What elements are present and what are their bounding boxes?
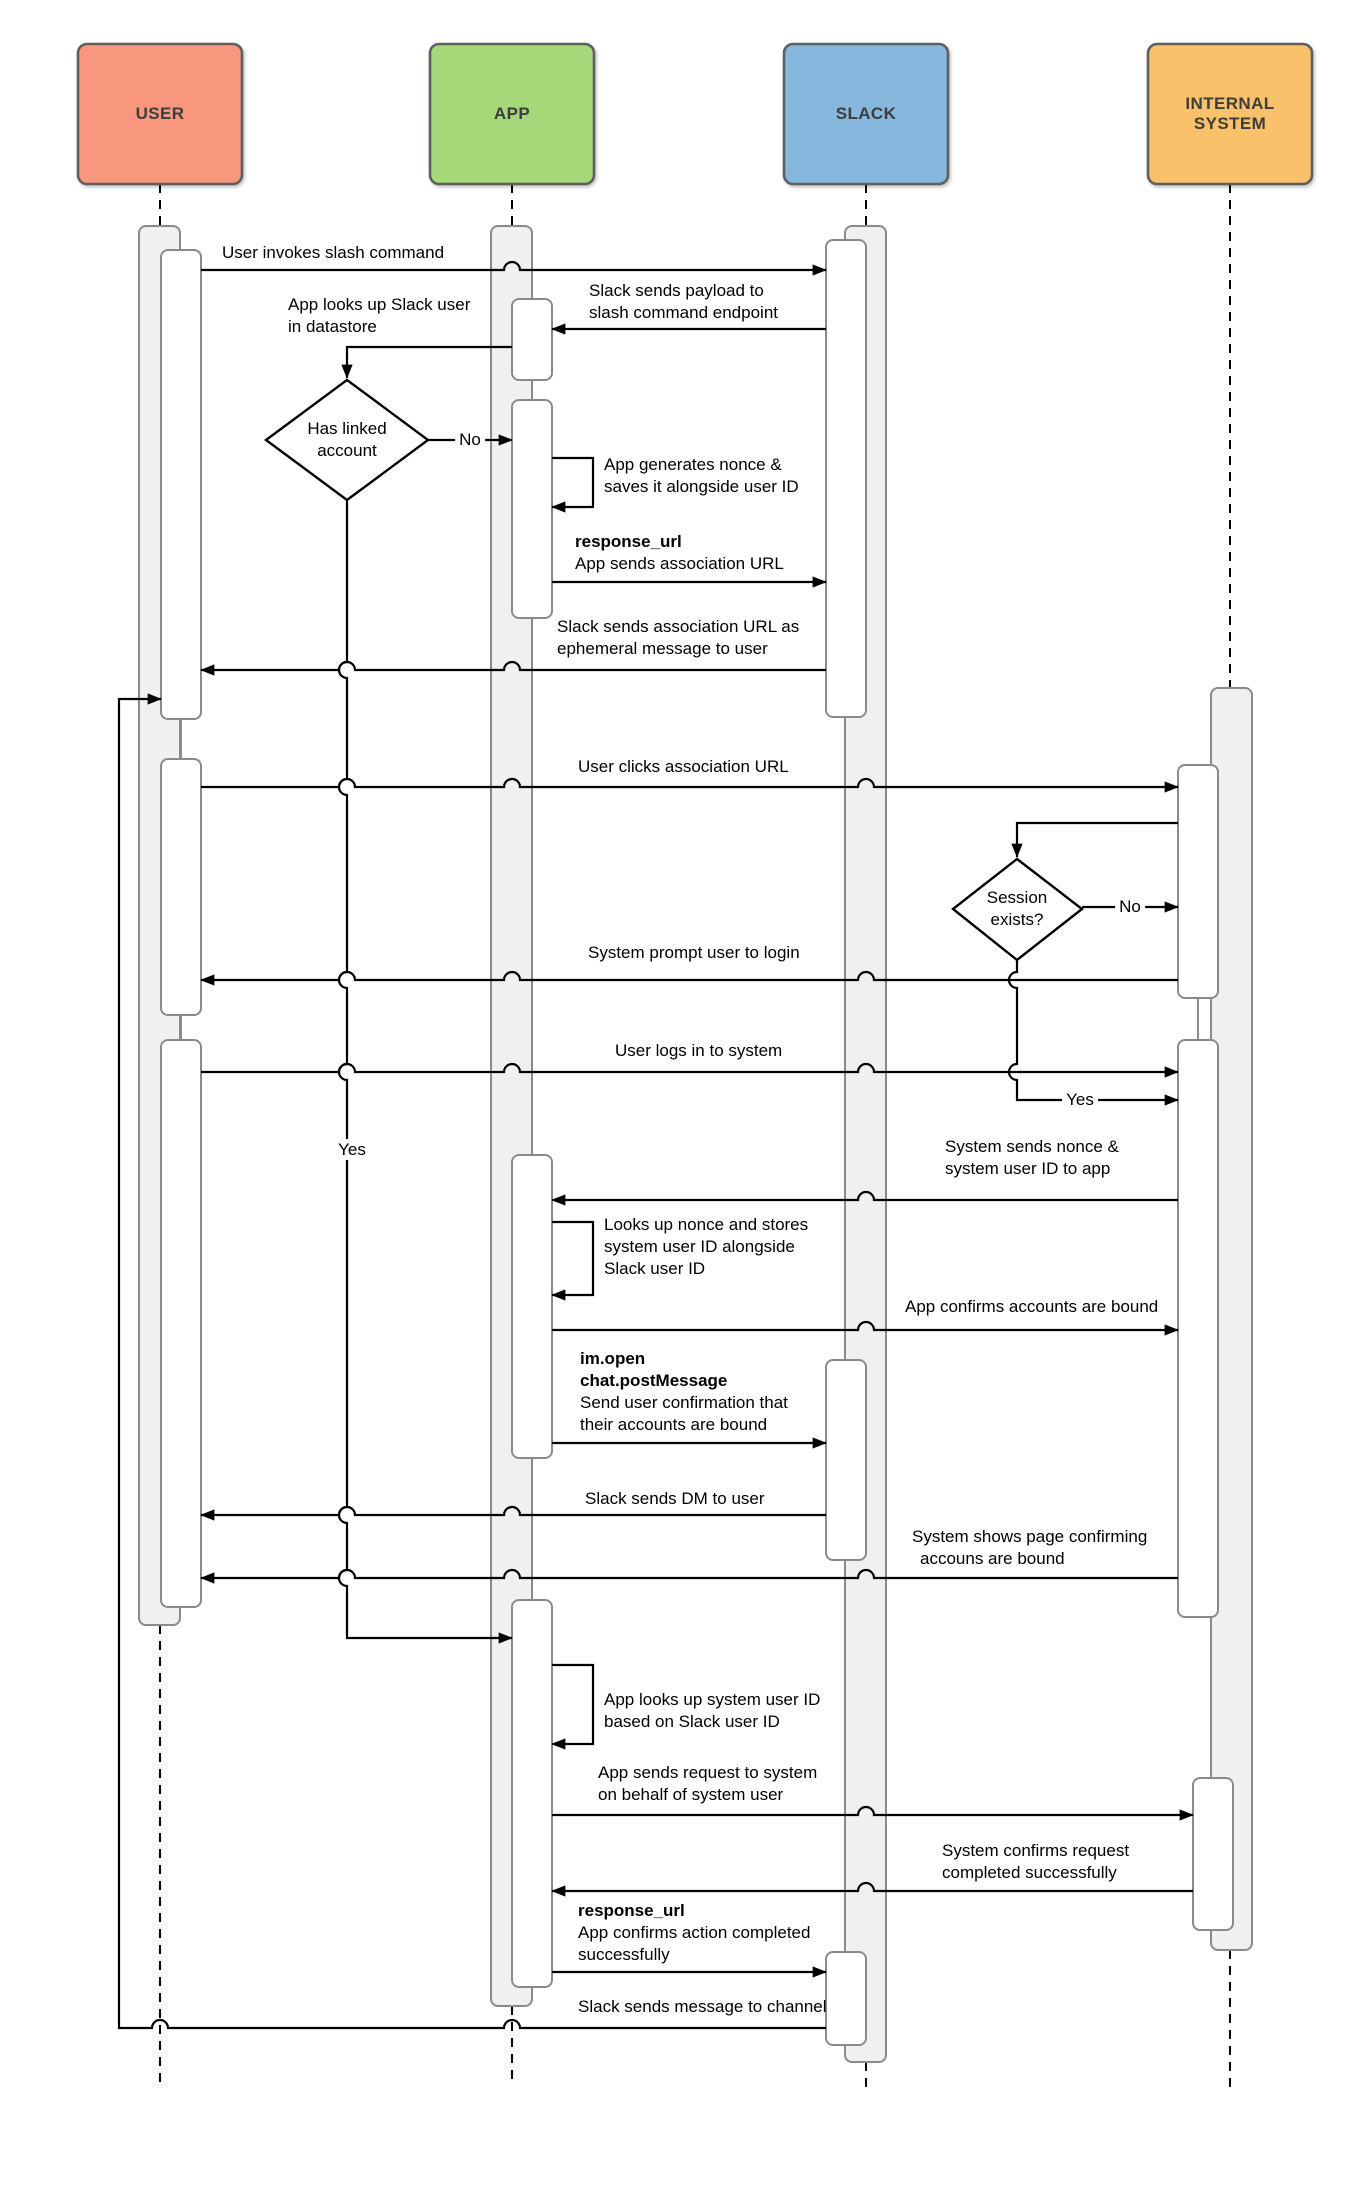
message-label-app-looks-up-sys bbox=[604, 1689, 820, 1733]
message-line: saves it alongside user ID bbox=[604, 477, 799, 496]
message-line: Looks up nonce and stores bbox=[604, 1215, 809, 1234]
message-line: response_url bbox=[575, 532, 682, 551]
message-line: ephemeral message to user bbox=[557, 639, 768, 658]
message-line: successfully bbox=[578, 1945, 670, 1964]
message-label-system-prompt bbox=[588, 942, 800, 964]
decision-line: Has linked bbox=[307, 419, 387, 438]
message-label-slack-dm bbox=[585, 1488, 765, 1510]
decision-line: Session bbox=[986, 888, 1048, 907]
decision-label-has-linked-account bbox=[307, 418, 386, 462]
actor-label-internal bbox=[1148, 44, 1312, 184]
user-activation-3 bbox=[161, 1040, 201, 1607]
decision-line: account bbox=[317, 441, 377, 460]
decision-label-session-exists bbox=[987, 887, 1047, 931]
actor-label-text: INTERNAL SYSTEM bbox=[1185, 94, 1275, 133]
message-line: Slack sends DM to user bbox=[585, 1489, 765, 1508]
message-line: App confirms action completed bbox=[578, 1923, 811, 1942]
message-line: System shows page confirming bbox=[912, 1527, 1148, 1546]
message-label-app-lookup bbox=[288, 294, 470, 338]
app-activation-4 bbox=[512, 1600, 552, 1987]
message-label-user-logs-in bbox=[615, 1040, 782, 1062]
actor-label-text: USER bbox=[135, 104, 185, 123]
message-label-system-sends-nonce bbox=[945, 1136, 1119, 1180]
message-line: based on Slack user ID bbox=[604, 1712, 780, 1731]
self-loop-lookup-nonce bbox=[552, 1222, 593, 1295]
message-line: App generates nonce & bbox=[604, 455, 782, 474]
message-line: Slack user ID bbox=[604, 1259, 706, 1278]
message-line: Slack sends payload to bbox=[589, 281, 764, 300]
user-activation-1 bbox=[161, 250, 201, 719]
app-activation-3 bbox=[512, 1155, 552, 1458]
message-line: response_url bbox=[578, 1901, 685, 1920]
message-label-slash-command bbox=[222, 242, 444, 264]
message-line: system user ID to app bbox=[945, 1159, 1111, 1178]
message-line: App confirms accounts are bound bbox=[905, 1297, 1159, 1316]
message-line: User clicks association URL bbox=[578, 757, 789, 776]
message-line: System sends nonce & bbox=[945, 1137, 1119, 1156]
arrow-system-prompt bbox=[201, 972, 1178, 980]
arrow-to-decision-1 bbox=[347, 347, 512, 378]
actor-label-user bbox=[78, 44, 242, 184]
message-label-slack-channel bbox=[578, 1996, 827, 2018]
message-label-response-url-2 bbox=[578, 1900, 810, 1966]
arrow-user-logs-in bbox=[201, 1064, 1178, 1072]
message-line: on behalf of system user bbox=[598, 1785, 784, 1804]
message-label-payload bbox=[589, 280, 778, 324]
branch-label-no-2: No bbox=[1115, 896, 1145, 917]
message-line: App sends association URL bbox=[575, 554, 784, 573]
actor-label-text: SLACK bbox=[835, 104, 897, 123]
app-activation-1 bbox=[512, 299, 552, 380]
message-label-ephemeral bbox=[557, 616, 799, 660]
branch-label-yes-1: Yes bbox=[334, 1139, 370, 1160]
message-line: system user ID alongside bbox=[604, 1237, 795, 1256]
message-line: slash command endpoint bbox=[589, 303, 779, 322]
message-line: System confirms request bbox=[942, 1841, 1130, 1860]
branch-label-yes-2: Yes bbox=[1062, 1089, 1098, 1110]
arrow-to-decision-2 bbox=[1017, 823, 1178, 857]
message-label-app-sends-request bbox=[598, 1762, 817, 1806]
message-line: Slack sends association URL as bbox=[557, 617, 800, 636]
internal-activation-1 bbox=[1178, 765, 1218, 998]
message-line: their accounts are bound bbox=[580, 1415, 768, 1434]
self-loop-generate-nonce bbox=[552, 458, 593, 507]
message-label-im-open bbox=[580, 1348, 788, 1436]
branch-label-no-1: No bbox=[455, 429, 485, 450]
message-label-system-shows-page bbox=[912, 1526, 1147, 1570]
message-label-system-confirms-req bbox=[942, 1840, 1129, 1884]
message-line: accouns are bound bbox=[920, 1549, 1065, 1568]
message-label-user-clicks bbox=[578, 756, 789, 778]
message-label-response-url-1 bbox=[575, 531, 784, 575]
internal-activation-3 bbox=[1193, 1778, 1233, 1930]
message-line: in datastore bbox=[288, 317, 377, 336]
actor-label-slack bbox=[784, 44, 948, 184]
internal-activation-2 bbox=[1178, 1040, 1218, 1617]
message-line: App looks up system user ID bbox=[604, 1690, 821, 1709]
message-line: Send user confirmation that bbox=[580, 1393, 788, 1412]
message-line: User invokes slash command bbox=[222, 243, 445, 262]
actor-label-text: APP bbox=[493, 104, 531, 123]
message-line: completed successfully bbox=[942, 1863, 1117, 1882]
message-line: im.open bbox=[580, 1349, 646, 1368]
message-line: System prompt user to login bbox=[588, 943, 800, 962]
user-activation-2 bbox=[161, 759, 201, 1015]
slack-activation-1 bbox=[826, 240, 866, 717]
app-activation-2 bbox=[512, 400, 552, 618]
message-line: App sends request to system bbox=[598, 1763, 818, 1782]
message-line: chat.postMessage bbox=[580, 1371, 728, 1390]
message-line: Slack sends message to channel bbox=[578, 1997, 827, 2016]
decision-line: exists? bbox=[990, 910, 1044, 929]
message-label-lookup-nonce bbox=[604, 1214, 808, 1280]
slack-activation-2 bbox=[826, 1360, 866, 1560]
message-label-gen-nonce bbox=[604, 454, 799, 498]
message-label-app-confirms-bound bbox=[905, 1296, 1158, 1318]
arrow-system-shows-page bbox=[201, 1570, 1178, 1578]
message-line: User logs in to system bbox=[615, 1041, 783, 1060]
arrow-user-clicks bbox=[201, 779, 1178, 787]
self-loop-app-looks-up bbox=[552, 1665, 593, 1744]
slack-activation-3 bbox=[826, 1952, 866, 2045]
message-line: App looks up Slack user bbox=[288, 295, 471, 314]
actor-boxes bbox=[78, 44, 1312, 184]
actor-label-app bbox=[430, 44, 594, 184]
